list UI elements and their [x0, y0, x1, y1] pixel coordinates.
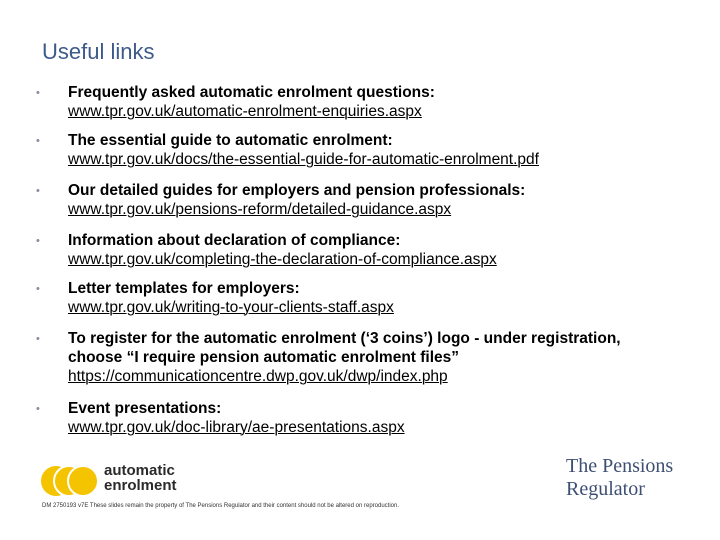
tpr-logo-line1: The Pensions — [566, 455, 674, 477]
link-url[interactable]: www.tpr.gov.uk/writing-to-your-clients-staff.aspx — [68, 299, 394, 316]
link-url[interactable]: https://communicationcentre.dwp.gov.uk/dwp/index.php — [68, 368, 448, 385]
link-description: The essential guide to automatic enrolment: — [68, 132, 393, 149]
bullet-icon: • — [36, 87, 40, 99]
link-description: Frequently asked automatic enrolment questions: — [68, 84, 435, 101]
link-url[interactable]: www.tpr.gov.uk/automatic-enrolment-enquiries.aspx — [68, 103, 422, 120]
footer-note: DM 2750193 v7E These slides remain the property of The Pensions Regulator and their content should not be altered on reproduction. — [42, 503, 399, 509]
automatic-enrolment-logo — [104, 463, 177, 493]
link-url[interactable]: www.tpr.gov.uk/completing-the-declaration-of-compliance.aspx — [68, 251, 497, 268]
slide-title: Useful links — [42, 39, 155, 64]
bullet-icon: • — [36, 235, 40, 247]
link-description: Our detailed guides for employers and pension professionals: — [68, 182, 526, 199]
link-description: To register for the automatic enrolment (‘3 coins’) logo - under registration, choose “I require pension automatic enrolment files” — [68, 330, 621, 366]
bullet-icon: • — [36, 283, 40, 295]
bullet-icon: • — [36, 403, 40, 415]
link-url[interactable]: www.tpr.gov.uk/docs/the-essential-guide-for-automatic-enrolment.pdf — [68, 151, 539, 168]
tpr-logo-line2: Regulator — [566, 478, 645, 500]
pensions-regulator-logo — [566, 455, 673, 501]
bullet-icon: • — [36, 185, 40, 197]
ae-logo-line1: automatic — [104, 462, 175, 479]
link-description: Event presentations: — [68, 400, 222, 417]
link-description: Letter templates for employers: — [68, 280, 300, 297]
link-url[interactable]: www.tpr.gov.uk/pensions-reform/detailed-guidance.aspx — [68, 201, 452, 218]
bullet-icon: • — [36, 333, 40, 345]
link-url[interactable]: www.tpr.gov.uk/doc-library/ae-presentations.aspx — [68, 419, 405, 436]
ae-logo-line2: enrolment — [104, 477, 177, 494]
link-description: Information about declaration of compliance: — [68, 232, 401, 249]
bullet-icon: • — [36, 135, 40, 147]
